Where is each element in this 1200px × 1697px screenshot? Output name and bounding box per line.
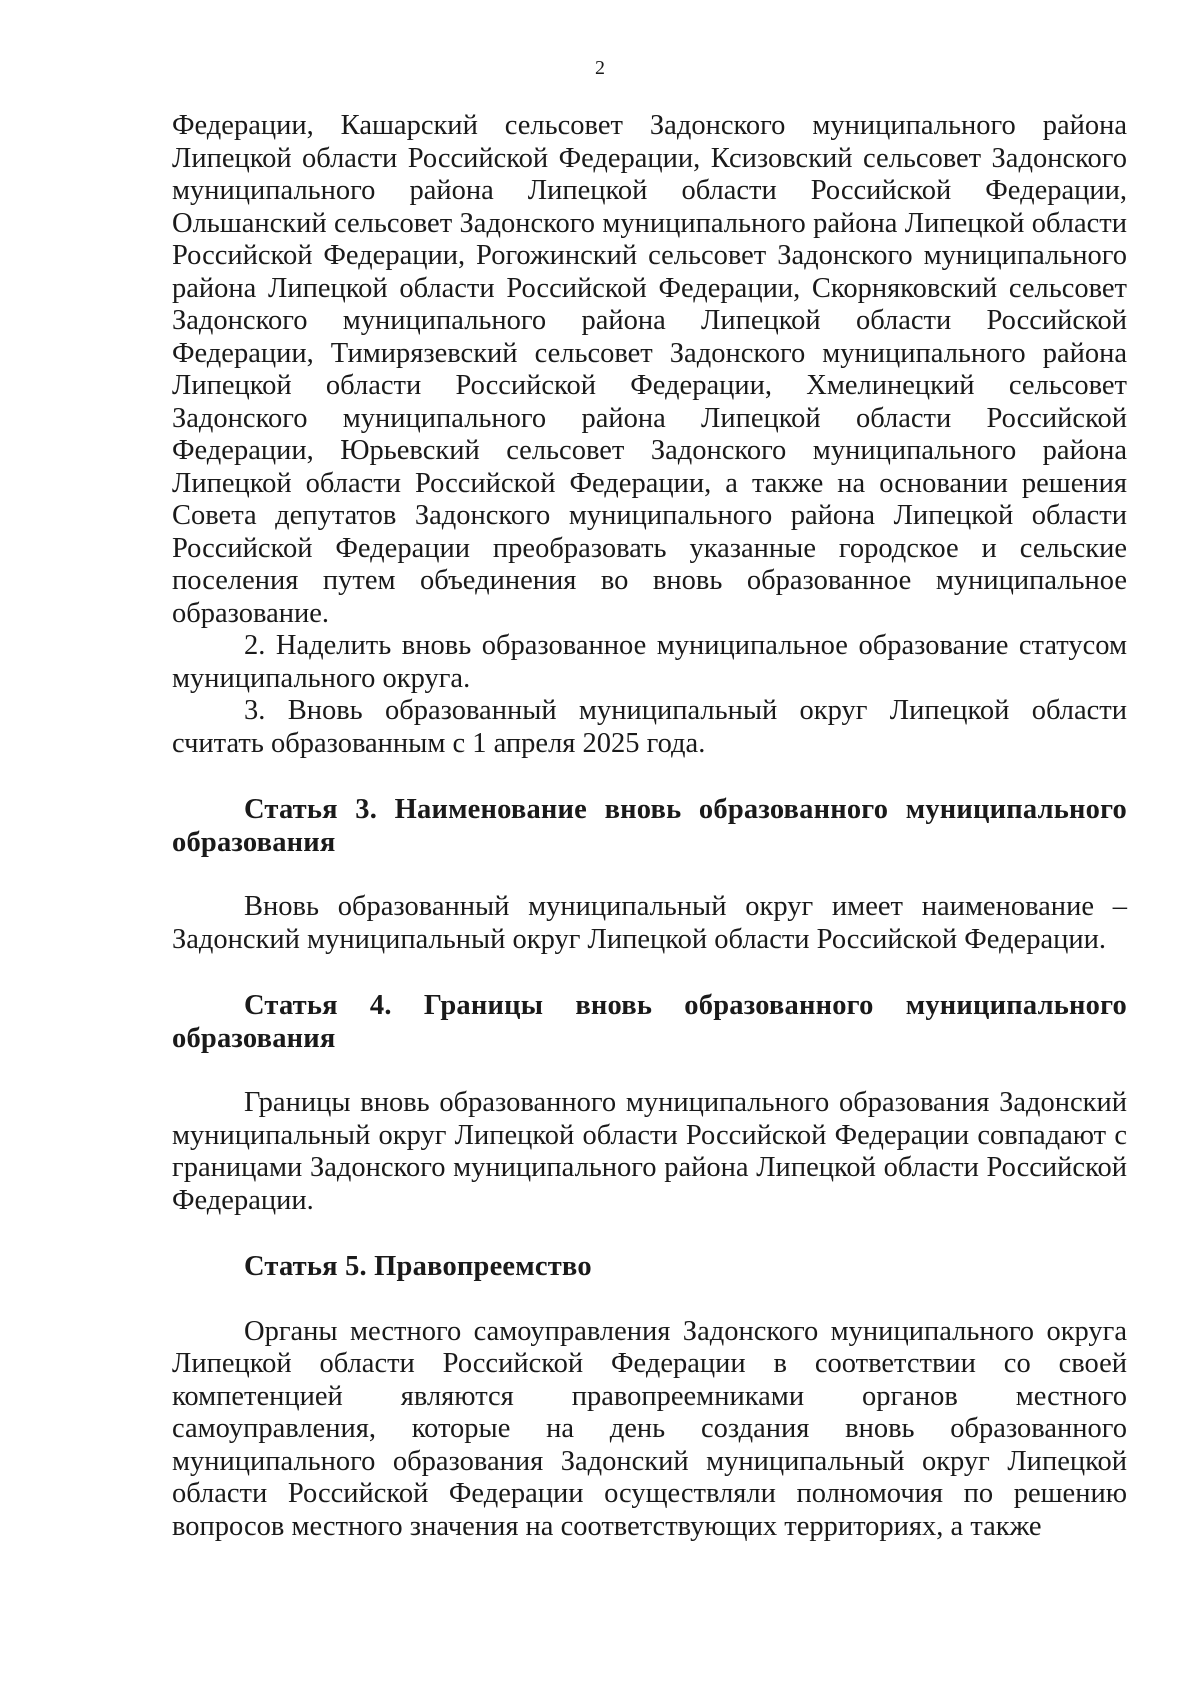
article-4-body: Границы вновь образованного муниципального образования Задонский муниципальный округ Липецкой области Российской Федерации совпадают с границами Задонского муниципального района Липецкой области Российской Федерации. — [172, 1087, 1127, 1216]
spacer — [172, 1055, 1127, 1087]
spacer — [172, 956, 1127, 990]
article-3-body: Вновь образованный муниципальный округ имеет наименование – Задонский муниципальный округ Липецкой области Российской Федерации. — [172, 891, 1127, 955]
article-4-heading: Статья 4. Границы вновь образованного муниципального образования — [172, 990, 1127, 1054]
document-body — [172, 110, 1127, 1543]
spacer — [172, 760, 1127, 794]
article-5-body: Органы местного самоуправления Задонского муниципального округа Липецкой области Российской Федерации в соответствии со своей компетенцией являются правопреемниками органов местного самоуправления, которые на день создания вновь образованного муниципального образования Задонский муниципальный округ Липецкой области Российской Федерации осуществляли полномочия по решению вопросов местного значения на соответствующих территориях, а также — [172, 1315, 1127, 1542]
article-5-heading: Статья 5. Правопреемство — [244, 1251, 592, 1282]
spacer — [172, 1284, 1127, 1316]
article-3-heading: Статья 3. Наименование вновь образованного муниципального образования — [172, 794, 1127, 858]
item-2-paragraph: 2. Наделить вновь образованное муниципальное образование статусом муниципального округа. — [172, 630, 1127, 694]
spacer — [172, 1217, 1127, 1251]
intro-paragraph: Федерации, Кашарский сельсовет Задонского муниципального района Липецкой области Российской Федерации, Ксизовский сельсовет Задонского муниципального района Липецкой области Российской Федерации, Ольшанский сельсовет Задонского муниципального района Липецкой области Российской Федерации, Рогожинский сельсовет Задонского муниципального района Липецкой области Российской Федерации, Скорняковский сельсовет Задонского муниципального района Липецкой области Российской Федерации, Тимирязевский сельсовет Задонского муниципального района Липецкой области Российской Федерации, Хмелинецкий сельсовет Задонского муниципального района Липецкой области Российской Федерации, Юрьевский сельсовет Задонского муниципального района Липецкой области Российской Федерации, а также на основании решения Совета депутатов Задонского муниципального района Липецкой области Российской Федерации преобразовать указанные городское и сельские поселения путем объединения во вновь образованное муниципальное образование. — [172, 110, 1127, 629]
spacer — [172, 859, 1127, 891]
item-3-paragraph: 3. Вновь образованный муниципальный округ Липецкой области считать образованным с 1 апреля 2025 года. — [172, 695, 1127, 759]
page-number: 2 — [595, 57, 605, 79]
